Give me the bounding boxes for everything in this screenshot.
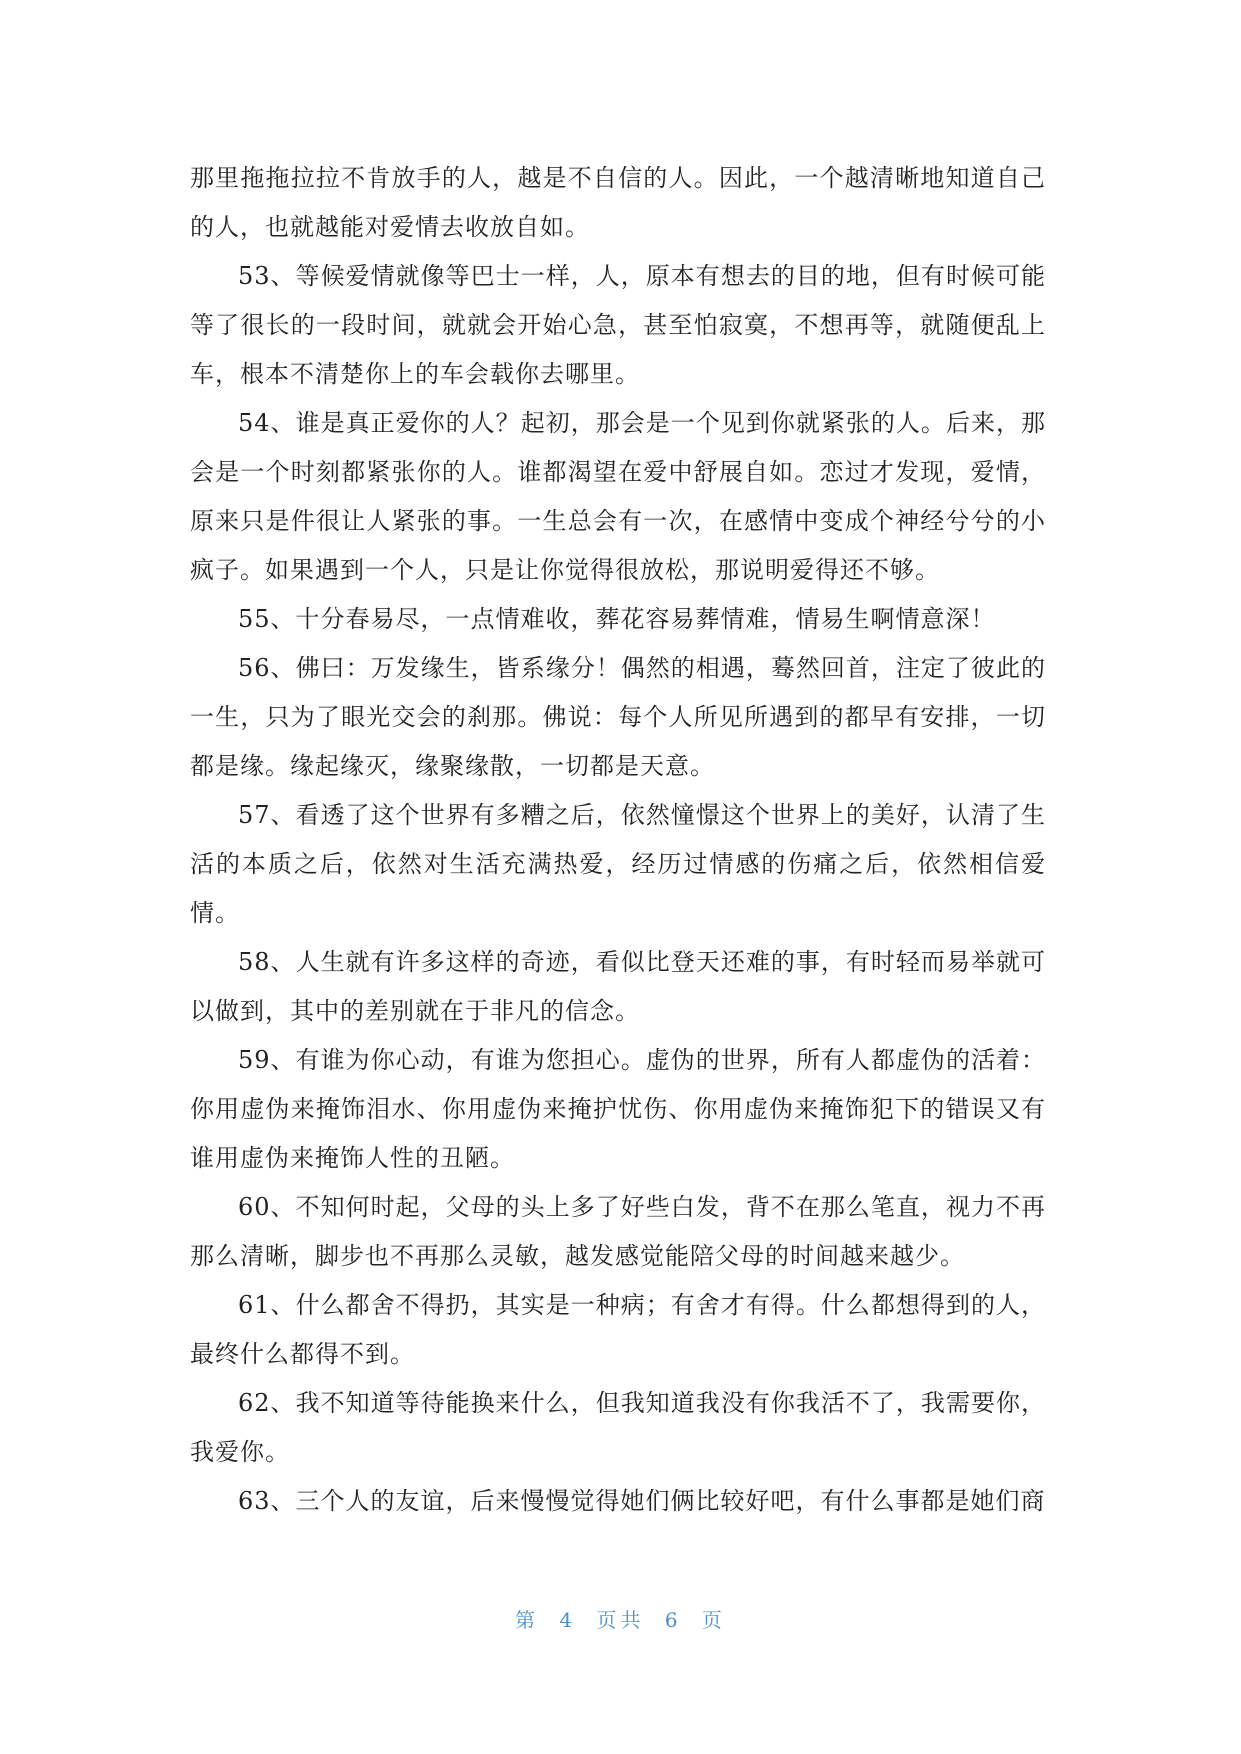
paragraph-56: 56、佛曰：万发缘生，皆系缘分！偶然的相遇，蓦然回首，注定了彼此的一生，只为了眼光交会的刹那。佛说：每个人所见所遇到的都早有安排，一切都是缘。缘起缘灭，缘聚缘散，一切都是天意。	[190, 654, 1046, 780]
paragraph-54: 54、谁是真正爱你的人？起初，那会是一个见到你就紧张的人。后来，那会是一个时刻都紧张你的人。谁都渴望在爱中舒展自如。恋过才发现，爱情，原来只是件很让人紧张的事。一生总会有一次，在感情中变成个神经兮兮的小疯子。如果遇到一个人，只是让你觉得很放松，那说明爱得还不够。	[190, 409, 1046, 584]
paragraph-1: 那里拖拖拉拉不肯放手的人，越是不自信的人。因此，一个越清晰地知道自己的人，也就越能对爱情去收放自如。	[190, 164, 1046, 241]
paragraph-63: 63、三个人的友谊，后来慢慢觉得她们俩比较好吧，有什么事都是她们商	[238, 1487, 1046, 1515]
paragraph-58: 58、人生就有许多这样的奇迹，看似比登天还难的事，有时轻而易举就可以做到，其中的差别就在于非凡的信念。	[190, 948, 1046, 1025]
paragraph-60: 60、不知何时起，父母的头上多了好些白发，背不在那么笔直，视力不再那么清晰，脚步也不再那么灵敏，越发感觉能陪父母的时间越来越少。	[190, 1193, 1046, 1270]
paragraph-61: 61、什么都舍不得扔，其实是一种病；有舍才有得。什么都想得到的人，最终什么都得不到。	[190, 1291, 1046, 1368]
paragraph-59: 59、有谁为你心动，有谁为您担心。虚伪的世界，所有人都虚伪的活着：你用虚伪来掩饰泪水、你用虚伪来掩护忧伤、你用虚伪来掩饰犯下的错误又有谁用虚伪来掩饰人性的丑陋。	[190, 1046, 1046, 1172]
page-number-footer: 第 4 页共 6 页	[515, 1608, 726, 1632]
paragraph-62: 62、我不知道等待能换来什么，但我知道我没有你我活不了，我需要你，我爱你。	[190, 1389, 1046, 1466]
paragraph-53: 53、等候爱情就像等巴士一样，人，原本有想去的目的地，但有时候可能等了很长的一段时间，就就会开始心急，甚至怕寂寞，不想再等，就随便乱上车，根本不清楚你上的车会载你去哪里。	[190, 262, 1046, 388]
paragraph-55: 55、十分春易尽，一点情难收，葬花容易葬情难，情易生啊情意深！	[238, 605, 996, 633]
paragraph-57: 57、看透了这个世界有多糟之后，依然憧憬这个世界上的美好，认清了生活的本质之后，依然对生活充满热爱，经历过情感的伤痛之后，依然相信爱情。	[190, 801, 1046, 927]
document-body	[190, 154, 1046, 1526]
